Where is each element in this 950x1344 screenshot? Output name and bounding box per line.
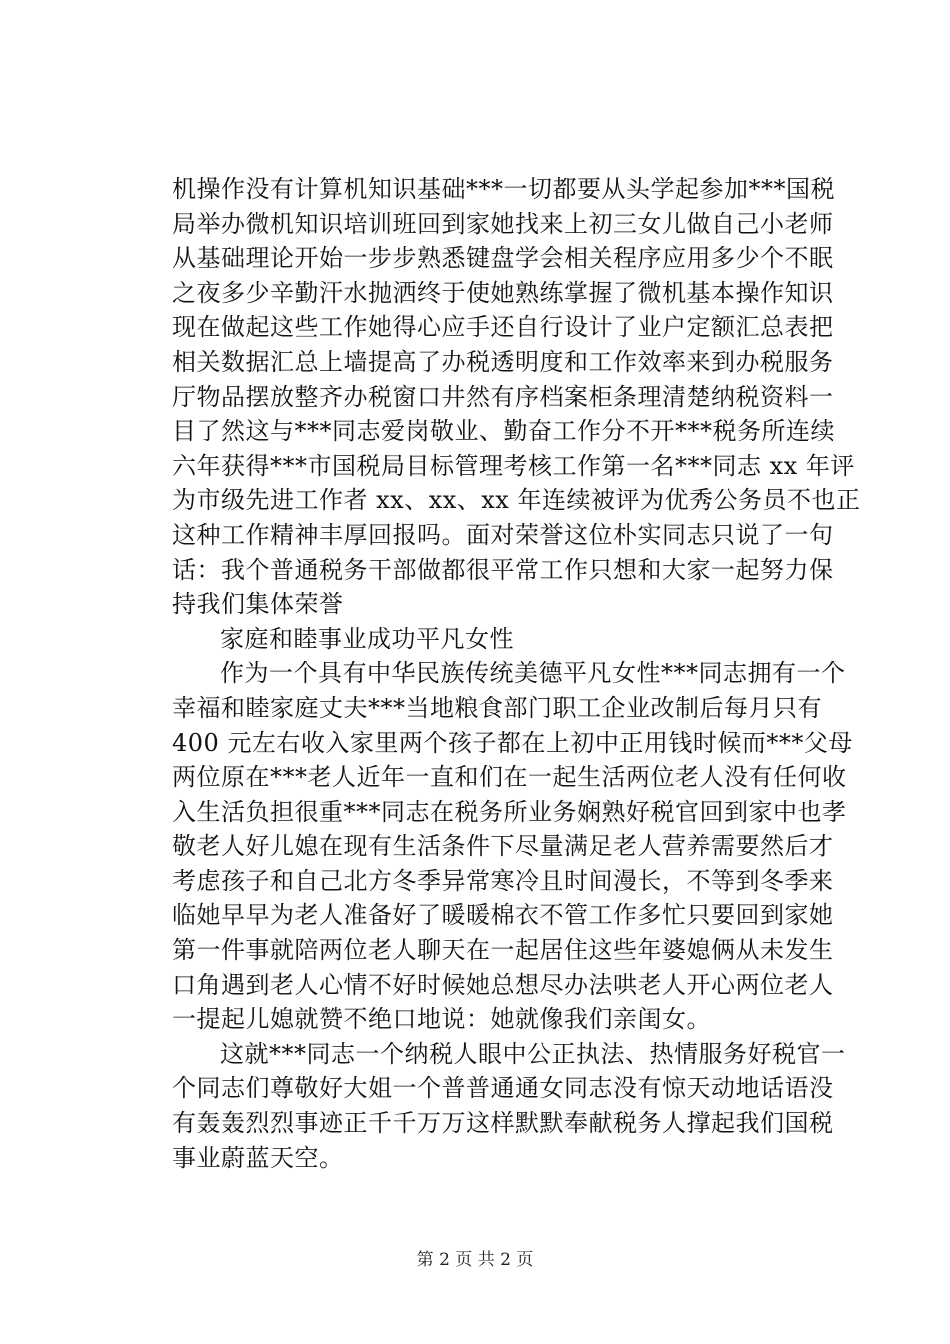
text-line: 第一件事就陪两位老人聊天在一起居住这些年婆媳俩从未发生 bbox=[172, 936, 834, 965]
text-line: 现在做起这些工作她得心应手还自行设计了业户定额汇总表把 bbox=[172, 313, 834, 342]
text-line: 局举办微机知识培训班回到家她找来上初三女儿做自己小老师 bbox=[172, 209, 834, 238]
text-line: 考虑孩子和自己北方冬季异常寒冷且时间漫长，不等到冬季来 bbox=[172, 866, 834, 895]
text-line: 目了然这与***同志爱岗敬业、勤奋工作分不开***税务所连续 bbox=[172, 417, 835, 446]
text-line: 入生活负担很重***同志在税务所业务娴熟好税官回到家中也孝 bbox=[172, 797, 847, 826]
text-line: 家庭和睦事业成功平凡女性 bbox=[220, 624, 514, 653]
text-line: 这种工作精神丰厚回报吗。面对荣誉这位朴实同志只说了一句 bbox=[172, 520, 834, 549]
text-line: 临她早早为老人准备好了暖暖棉衣不管工作多忙只要回到家她 bbox=[172, 901, 834, 930]
text-line: 口角遇到老人心情不好时候她总想尽办法哄老人开心两位老人 bbox=[172, 970, 834, 999]
text-line: 敬老人好儿媳在现有生活条件下尽量满足老人营养需要然后才 bbox=[172, 832, 834, 861]
text-line: 厅物品摆放整齐办税窗口井然有序档案柜条理清楚纳税资料一 bbox=[172, 382, 834, 411]
text-line: 两位原在***老人近年一直和们在一起生活两位老人没有任何收 bbox=[172, 763, 847, 792]
text-line: 作为一个具有中华民族传统美德平凡女性***同志拥有一个 bbox=[220, 659, 846, 688]
text-line: 持我们集体荣誉 bbox=[172, 590, 344, 619]
text-line: 个同志们尊敬好大姐一个普普通通女同志没有惊天动地话语没 bbox=[172, 1074, 834, 1103]
page-footer: 第 2 页 共 2 页 bbox=[416, 1250, 534, 1270]
text-line: 为市级先进工作者 xx、xx、xx 年连续被评为优秀公务员不也正 bbox=[172, 486, 861, 515]
text-line: 之夜多少辛勤汗水抛洒终于使她熟练掌握了微机基本操作知识 bbox=[172, 278, 834, 307]
text-line: 一提起儿媳就赞不绝口地说：她就像我们亲闺女。 bbox=[172, 1005, 711, 1034]
text-line: 幸福和睦家庭丈夫***当地粮食部门职工企业改制后每月只有 bbox=[172, 693, 822, 722]
text-line: 相关数据汇总上墙提高了办税透明度和工作效率来到办税服务 bbox=[172, 347, 834, 376]
text-line: 六年获得***市国税局目标管理考核工作第一名***同志 xx 年评 bbox=[172, 451, 855, 480]
text-line: 从基础理论开始一步步熟悉键盘学会相关程序应用多少个不眠 bbox=[172, 244, 834, 273]
text-line: 事业蔚蓝天空。 bbox=[172, 1143, 344, 1172]
text-line: 这就***同志一个纳税人眼中公正执法、热情服务好税官一 bbox=[220, 1039, 846, 1068]
document-body bbox=[172, 172, 861, 1175]
text-line: 有轰轰烈烈事迹正千千万万这样默默奉献税务人撑起我们国税 bbox=[172, 1109, 834, 1138]
text-line: 话：我个普通税务干部做都很平常工作只想和大家一起努力保 bbox=[172, 555, 834, 584]
text-line: 400 元左右收入家里两个孩子都在上初中正用钱时候而***父母 bbox=[172, 728, 853, 757]
text-line: 机操作没有计算机知识基础***一切都要从头学起参加***国税 bbox=[172, 175, 835, 203]
